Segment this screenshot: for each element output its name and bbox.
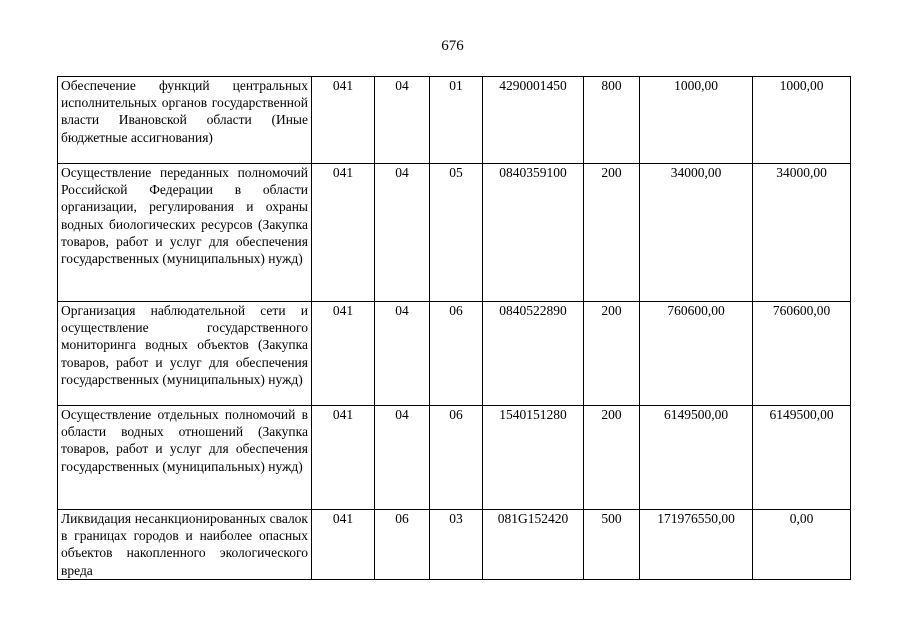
ministry-code: 041 (312, 164, 375, 302)
section-code: 04 (375, 77, 430, 164)
ministry-code: 041 (312, 77, 375, 164)
expense-type-code: 800 (584, 77, 640, 164)
section-code: 04 (375, 302, 430, 406)
expense-type-code: 200 (584, 406, 640, 510)
expense-type-code: 500 (584, 510, 640, 580)
amount-year-1: 1000,00 (640, 77, 753, 164)
row-description: Осуществление отдельных полномочий в области водных отношений (Закупка товаров, работ и услуг для обеспечения государственных (муниципальных) нужд) (58, 406, 312, 510)
amount-year-1: 34000,00 (640, 164, 753, 302)
ministry-code: 041 (312, 302, 375, 406)
page-number: 676 (441, 38, 464, 54)
section-code: 04 (375, 164, 430, 302)
amount-year-2: 1000,00 (753, 77, 851, 164)
row-description: Организация наблюдательной сети и осуществление государственного мониторинга водных объектов (Закупка товаров, работ и услуг для обеспечения государственных (муниципальных) нужд) (58, 302, 312, 406)
table-row (58, 302, 851, 406)
expense-type-code: 200 (584, 302, 640, 406)
amount-year-2: 760600,00 (753, 302, 851, 406)
table-row (58, 77, 851, 164)
amount-year-1: 6149500,00 (640, 406, 753, 510)
ministry-code: 041 (312, 406, 375, 510)
subsection-code: 06 (430, 406, 483, 510)
amount-year-2: 34000,00 (753, 164, 851, 302)
target-article-code: 0840359100 (483, 164, 584, 302)
row-description: Ликвидация несанкционированных свалок в границах городов и наиболее опасных объектов накопленного экологического вреда (58, 510, 312, 580)
row-description: Обеспечение функций центральных исполнительных органов государственной власти Ивановской области (Иные бюджетные ассигнования) (58, 77, 312, 164)
subsection-code: 05 (430, 164, 483, 302)
table-row (58, 406, 851, 510)
target-article-code: 1540151280 (483, 406, 584, 510)
section-code: 06 (375, 510, 430, 580)
amount-year-2: 6149500,00 (753, 406, 851, 510)
ministry-code: 041 (312, 510, 375, 580)
table-row (58, 510, 851, 580)
target-article-code: 081G152420 (483, 510, 584, 580)
amount-year-2: 0,00 (753, 510, 851, 580)
section-code: 04 (375, 406, 430, 510)
table-row (58, 164, 851, 302)
budget-table (57, 76, 851, 580)
subsection-code: 06 (430, 302, 483, 406)
amount-year-1: 760600,00 (640, 302, 753, 406)
row-description: Осуществление переданных полномочий Российской Федерации в области организации, регулирования и охраны водных биологических ресурсов (Закупка товаров, работ и услуг для обеспечения государственных (муниципальных) нужд) (58, 164, 312, 302)
expense-type-code: 200 (584, 164, 640, 302)
target-article-code: 4290001450 (483, 77, 584, 164)
target-article-code: 0840522890 (483, 302, 584, 406)
subsection-code: 03 (430, 510, 483, 580)
amount-year-1: 171976550,00 (640, 510, 753, 580)
subsection-code: 01 (430, 77, 483, 164)
